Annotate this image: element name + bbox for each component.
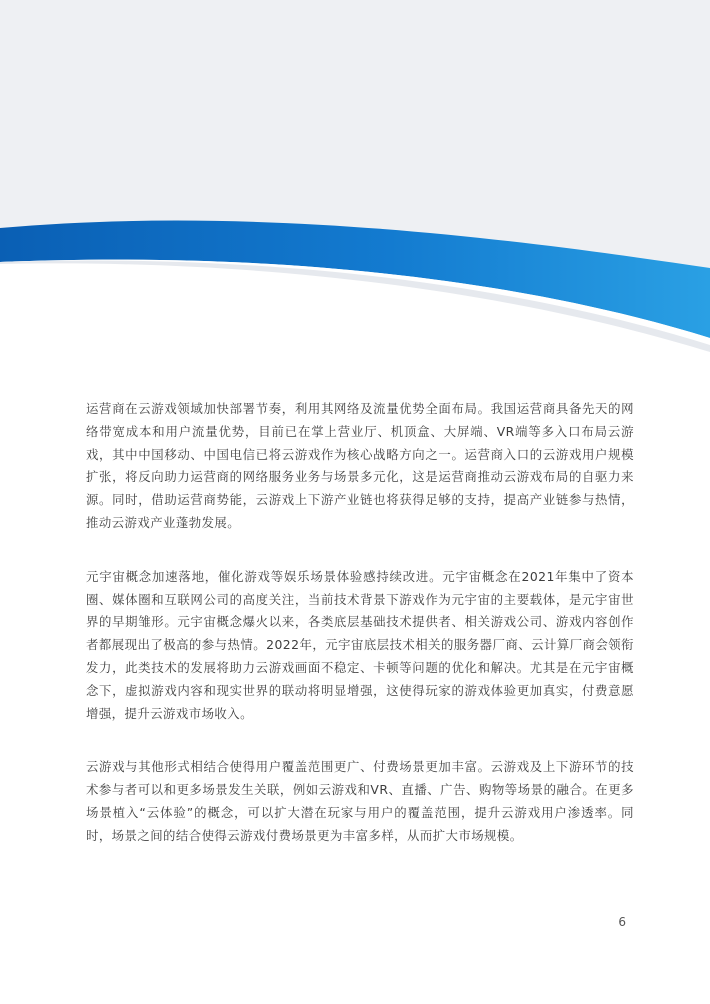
header-wave-graphic — [0, 0, 710, 400]
body-text — [86, 398, 634, 879]
page-number: 6 — [618, 915, 626, 929]
paragraph-metaverse: 元宇宙概念加速落地，催化游戏等娱乐场景体验感持续改进。元宇宙概念在2021年集中了资本圈、媒体圈和互联网公司的高度关注，当前技术背景下游戏作为元宇宙的主要载体，是元宇宙世界的早期雏形。元宇宙概念爆火以来，各类底层基础技术提供者、相关游戏公司、游戏内容创作者都展现出了极高的参与热情。2022年，元宇宙底层技术相关的服务器厂商、云计算厂商会领衔发力，此类技术的发展将助力云游戏画面不稳定、卡顿等问题的优化和解决。尤其是在元宇宙概念下，虚拟游戏内容和现实世界的联动将明显增强，这使得玩家的游戏体验更加真实，付费意愿增强，提升云游戏市场收入。 — [86, 568, 634, 721]
paragraph-scenarios: 云游戏与其他形式相结合使得用户覆盖范围更广、付费场景更加丰富。云游戏及上下游环节的技术参与者可以和更多场景发生关联，例如云游戏和VR、直播、广告、购物等场景的融合。在更多场景植入“云体验”的概念，可以扩大潜在玩家与用户的覆盖范围，提升云游戏用户渗透率。同时，场景之间的结合使得云游戏付费场景更为丰富多样，从而扩大市场规模。 — [86, 759, 634, 843]
paragraph-operators: 运营商在云游戏领域加快部署节奏，利用其网络及流量优势全面布局。我国运营商具备先天的网络带宽成本和用户流量优势，目前已在掌上营业厅、机顶盒、大屏端、VR端等多入口布局云游戏，其中中国移动、中国电信已将云游戏作为核心战略方向之一。运营商入口的云游戏用户规模扩张，将反向助力运营商的网络服务业务与场景多元化，这是运营商推动云游戏布局的自驱力来源。同时，借助运营商势能，云游戏上下游产业链也将获得足够的支持，提高产业链参与热情，推动云游戏产业蓬勃发展。 — [86, 401, 634, 530]
